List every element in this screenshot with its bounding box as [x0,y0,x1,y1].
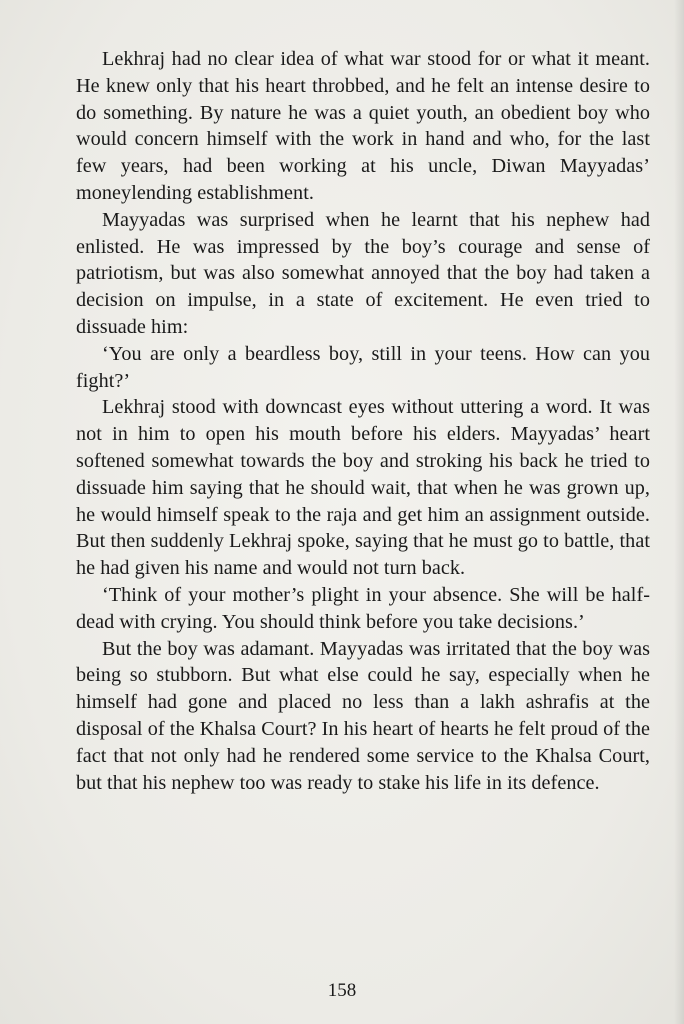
paragraph-1: Lekhraj had no clear idea of what war stood for or what it meant. He knew only that his heart throbbed, and he felt an intense desire to do something. By nature he was a quiet youth, an obedient boy who would concern himself with the work in hand and who, for the last few years, had been working at his uncle, Diwan Mayyadas’ moneylending establishment. [76,48,650,204]
paragraph-4: Lekhraj stood with downcast eyes without uttering a word. It was not in him to open his mouth before his elders. Mayyadas’ heart softened somewhat towards the boy and stroking his back he tried to dissuade him saying that he should wait, that when he was grown up, he would himself speak to the raja and get him an assignment outside. But then suddenly Lekhraj spoke, saying that he must go to battle, that he had given his name and would not turn back. [76,396,650,580]
body-text [76,46,650,796]
paragraph-3: ‘You are only a beardless boy, still in your teens. How can you fight?’ [76,342,650,392]
paragraph-2: Mayyadas was surprised when he learnt that his nephew had enlisted. He was impressed by the boy’s courage and sense of patriotism, but was also somewhat annoyed that the boy had taken a decision on impulse, in a state of excitement. He even tried to dissuade him: [76,208,650,338]
page-number: 158 [327,980,357,1001]
paragraph-5: ‘Think of your mother’s plight in your absence. She will be half-dead with crying. You should think before you take decisions.’ [76,583,650,633]
paragraph-6: But the boy was adamant. Mayyadas was irritated that the boy was being so stubborn. But what else could he say, especially when he himself had gone and placed no less than a lakh ashrafis at the disposal of the Khalsa Court? In his heart of hearts he felt proud of the fact that not only had he rendered some service to the Khalsa Court, but that his nephew too was ready to stake his life in its defence. [76,637,650,794]
page-edge-shadow [674,0,684,1024]
